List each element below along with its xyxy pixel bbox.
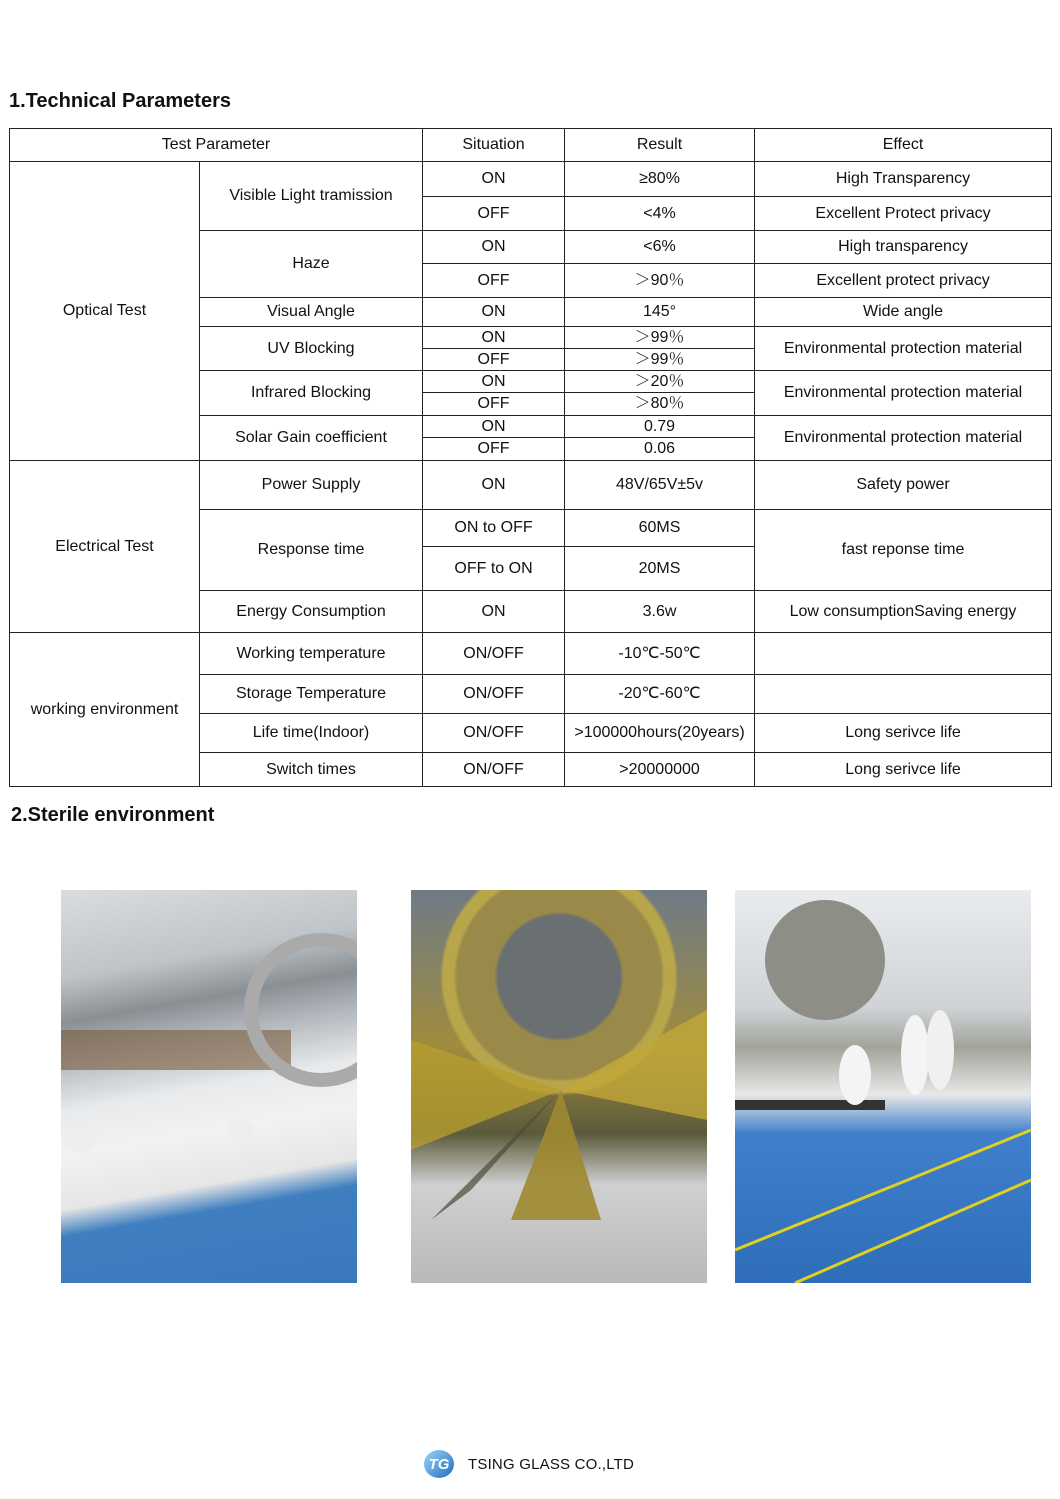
table-cell: 3.6w [565, 591, 755, 633]
table-cell: Excellent Protect privacy [755, 197, 1052, 231]
table-cell: Life time(Indoor) [200, 714, 423, 753]
section-title-technical-parameters: 1.Technical Parameters [9, 90, 231, 112]
table-cell: 145° [565, 298, 755, 327]
table-cell: ON/OFF [423, 753, 565, 787]
table-cell: 60MS [565, 510, 755, 547]
table-cell: >20000000 [565, 753, 755, 787]
table-cell: Excellent protect privacy [755, 264, 1052, 298]
table-cell: ON/OFF [423, 714, 565, 753]
technical-parameters-table [9, 128, 1052, 787]
photo-vacuum-chamber [411, 890, 707, 1283]
table-cell: ＞80％ [565, 393, 755, 416]
table-cell: ON [423, 416, 565, 438]
table-row [10, 162, 1052, 197]
table-cell: Electrical Test [10, 461, 200, 633]
table-cell: Safety power [755, 461, 1052, 510]
table-cell: ON [423, 591, 565, 633]
table-cell: Optical Test [10, 162, 200, 461]
table-cell: Switch times [200, 753, 423, 787]
table-cell: Wide angle [755, 298, 1052, 327]
table-cell: ＞99％ [565, 349, 755, 371]
table-row [10, 461, 1052, 510]
table-cell: High transparency [755, 231, 1052, 264]
photo-coating-line [61, 890, 357, 1283]
table-header-row [10, 129, 1052, 162]
column-header: Situation [423, 129, 565, 162]
table-cell: ON [423, 298, 565, 327]
table-cell: Environmental protection material [755, 416, 1052, 461]
table-cell: ＞90％ [565, 264, 755, 298]
table-cell: 0.79 [565, 416, 755, 438]
table-cell: 48V/65V±5v [565, 461, 755, 510]
table-cell: OFF [423, 393, 565, 416]
table-cell: Low consumptionSaving energy [755, 591, 1052, 633]
table-cell: Visible Light tramission [200, 162, 423, 231]
table-cell: fast reponse time [755, 510, 1052, 591]
table-cell: Energy Consumption [200, 591, 423, 633]
table-cell: OFF [423, 197, 565, 231]
table-cell: Solar Gain coefficient [200, 416, 423, 461]
table-cell: Infrared Blocking [200, 371, 423, 416]
table-cell: OFF to ON [423, 547, 565, 591]
photo-cleanroom-workers [735, 890, 1031, 1283]
column-header: Test Parameter [10, 129, 423, 162]
table-cell: ON [423, 162, 565, 197]
table-cell [755, 633, 1052, 675]
table-cell: -20℃-60℃ [565, 675, 755, 714]
company-name: TSING GLASS CO.,LTD [468, 1455, 635, 1473]
table-cell: Visual Angle [200, 298, 423, 327]
table-cell: <6% [565, 231, 755, 264]
table-cell: ＞99％ [565, 327, 755, 349]
table-cell: OFF [423, 438, 565, 461]
table-cell: ON/OFF [423, 633, 565, 675]
section-title-sterile-environment: 2.Sterile environment [11, 804, 215, 826]
table-cell: ＞20％ [565, 371, 755, 393]
table-cell: OFF [423, 349, 565, 371]
table-cell: Environmental protection material [755, 327, 1052, 371]
table-cell: Storage Temperature [200, 675, 423, 714]
table-cell: Environmental protection material [755, 371, 1052, 416]
column-header: Result [565, 129, 755, 162]
table-cell: Long serivce life [755, 753, 1052, 787]
table-cell: working environment [10, 633, 200, 787]
table-cell: ON/OFF [423, 675, 565, 714]
table-cell [755, 675, 1052, 714]
column-header: Effect [755, 129, 1052, 162]
footer [424, 1450, 634, 1478]
table-row [10, 633, 1052, 675]
table-cell: ON to OFF [423, 510, 565, 547]
table-cell: ON [423, 371, 565, 393]
company-logo-icon: TG [424, 1450, 454, 1478]
table-cell: Working temperature [200, 633, 423, 675]
table-cell: Power Supply [200, 461, 423, 510]
table-cell: Haze [200, 231, 423, 298]
table-cell: -10℃-50℃ [565, 633, 755, 675]
table-cell: <4% [565, 197, 755, 231]
table-cell: ON [423, 327, 565, 349]
table-cell: Long serivce life [755, 714, 1052, 753]
table-cell: ON [423, 461, 565, 510]
table-cell: OFF [423, 264, 565, 298]
table-cell: UV Blocking [200, 327, 423, 371]
table-cell: >100000hours(20years) [565, 714, 755, 753]
table-cell: 20MS [565, 547, 755, 591]
table-cell: ≥80% [565, 162, 755, 197]
table-cell: High Transparency [755, 162, 1052, 197]
table-cell: ON [423, 231, 565, 264]
table-cell: 0.06 [565, 438, 755, 461]
table-cell: Response time [200, 510, 423, 591]
